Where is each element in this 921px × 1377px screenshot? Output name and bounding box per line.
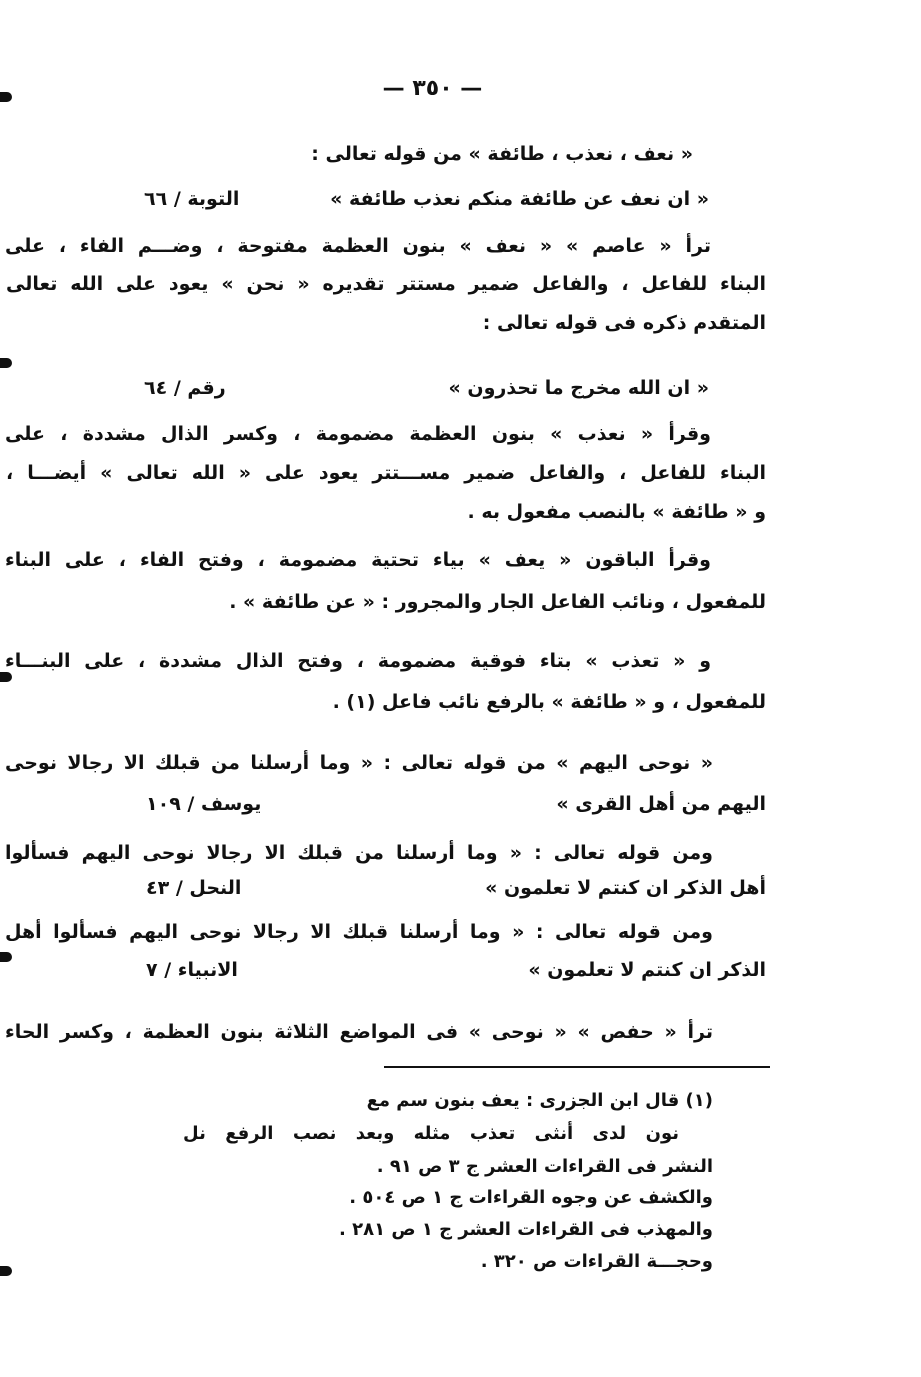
text-line: وقرأ الباقون « يعف » بياء تحتية مضمومة ، وفتح الفاء ، على البناء xyxy=(5,549,711,571)
text-line: ومن قوله تعالى : « وما أرسلنا من قبلك الا رجالا نوحى اليهم فسألوا xyxy=(5,842,713,864)
text-line: البناء للفاعل ، والفاعل ضمير مســـتتر يعود على « الله تعالى » أيضـــا ، xyxy=(6,462,766,484)
footnote-line: وحجـــة القراءات ص ٣٢٠ . xyxy=(480,1251,713,1272)
text-line: « نعف ، نعذب ، طائفة » من قوله تعالى : xyxy=(311,143,693,165)
scan-edge-mark xyxy=(0,92,12,102)
verse-reference: الانبياء / ٧ xyxy=(146,959,238,981)
scan-edge-mark xyxy=(0,1266,12,1276)
text-line: ومن قوله تعالى : « وما أرسلنا قبلك الا رجالا نوحى اليهم فسألوا أهل xyxy=(5,921,713,943)
verse-line: أهل الذكر ان كنتم لا تعلمون » xyxy=(485,877,766,899)
footnote-separator xyxy=(384,1066,770,1068)
verse-reference: التوبة / ٦٦ xyxy=(144,188,240,210)
text-line: و « طائفة » بالنصب مفعول به . xyxy=(467,501,766,523)
text-line: « نوحى اليهم » من قوله تعالى : « وما أرسلنا من قبلك الا رجالا نوحى xyxy=(5,752,713,774)
text-line: ترأ « عاصم » « نعف » بنون العظمة مفتوحة ، وضـــم الفاء ، على xyxy=(5,235,711,257)
footnote-line: نون لدى أنثى تعذب مثله وبعد نصب الرفع نل xyxy=(183,1123,679,1144)
scan-edge-mark xyxy=(0,952,12,962)
text-line: ترأ « حفص » « نوحى » فى المواضع الثلاثة بنون العظمة ، وكسر الحاء xyxy=(5,1021,713,1043)
verse-reference: يوسف / ١٠٩ xyxy=(146,793,262,815)
footnote-line: النشر فى القراءات العشر ج ٣ ص ٩١ . xyxy=(376,1156,713,1177)
footnote-line: والكشف عن وجوه القراءات ج ١ ص ٥٠٤ . xyxy=(349,1187,713,1208)
scan-edge-mark xyxy=(0,358,12,368)
footnote-line: والمهذب فى القراءات العشر ج ١ ص ٢٨١ . xyxy=(339,1219,713,1240)
scan-edge-mark xyxy=(0,672,12,682)
page-number: — ٣٥٠ — xyxy=(382,76,483,101)
verse-line: « ان الله مخرج ما تحذرون » xyxy=(448,377,709,399)
text-line: المتقدم ذكره فى قوله تعالى : xyxy=(482,312,766,334)
verse-line: « ان نعف عن طائفة منكم نعذب طائفة » xyxy=(330,188,709,210)
text-line: البناء للفاعل ، والفاعل ضمير مستتر تقديره « نحن » يعود على الله تعالى xyxy=(6,273,766,295)
text-line: و « تعذب » بتاء فوقية مضمومة ، وفتح الذال مشددة ، على البنـــاء xyxy=(5,650,711,672)
verse-line: الذكر ان كنتم لا تعلمون » xyxy=(528,959,766,981)
verse-reference: رقم / ٦٤ xyxy=(144,377,226,399)
verse-line: اليهم من أهل القرى » xyxy=(556,793,766,815)
verse-reference: النحل / ٤٣ xyxy=(146,877,242,899)
text-line: للمفعول ، ونائب الفاعل الجار والمجرور : « عن طائفة » . xyxy=(229,591,766,613)
footnote-line: (١) قال ابن الجزرى : يعف بنون سم مع xyxy=(366,1090,713,1111)
text-line: للمفعول ، و « طائفة » بالرفع نائب فاعل (١) . xyxy=(332,691,766,713)
text-line: وقرأ « نعذب » بنون العظمة مضمومة ، وكسر الذال مشددة ، على xyxy=(5,423,711,445)
